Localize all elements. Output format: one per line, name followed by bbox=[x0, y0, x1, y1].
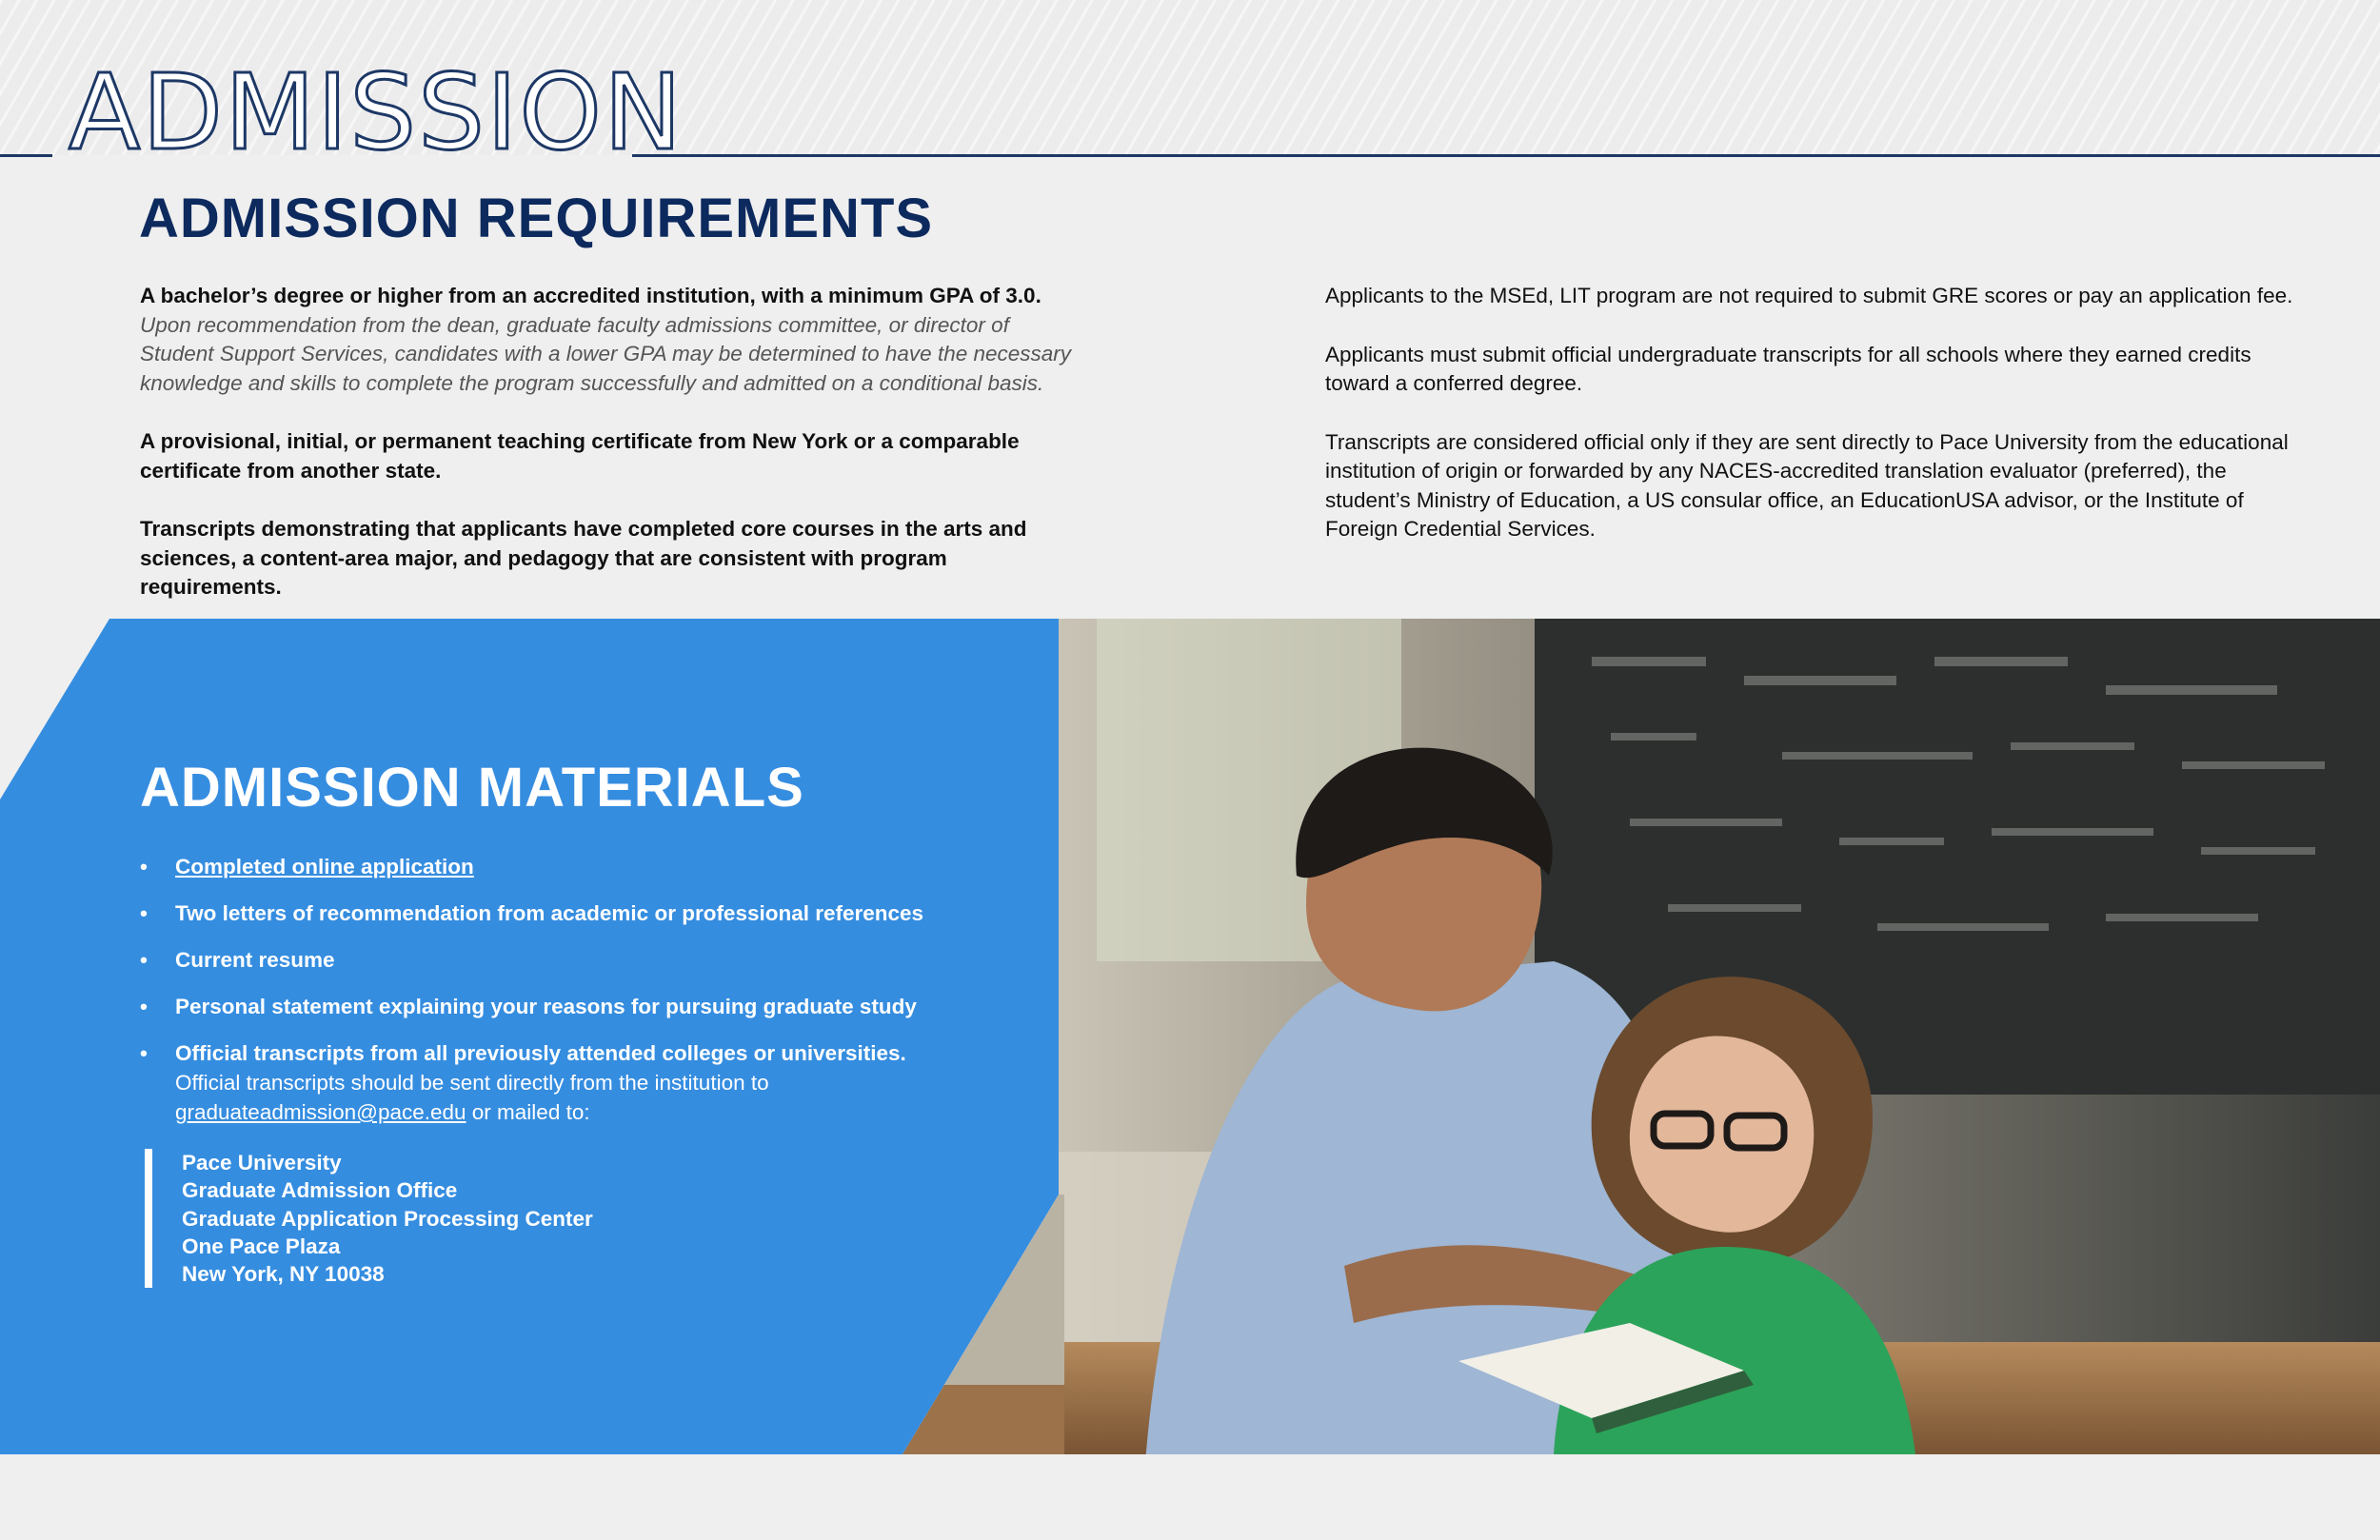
list-item bbox=[140, 1038, 997, 1127]
bullet: • bbox=[140, 995, 148, 1018]
material-official-transcripts: Official transcripts from all previously attended colleges or universities. bbox=[175, 1041, 906, 1065]
page-title: ADMISSION bbox=[69, 51, 684, 173]
bullet: • bbox=[140, 948, 148, 972]
bullet: • bbox=[140, 901, 148, 925]
material-resume: Current resume bbox=[175, 948, 335, 972]
list-item bbox=[140, 852, 997, 881]
list-item bbox=[140, 992, 997, 1021]
requirement-gpa bbox=[140, 282, 1078, 398]
materials-list bbox=[140, 852, 997, 1127]
material-personal-statement: Personal statement explaining your reasons for pursuing graduate study bbox=[175, 995, 917, 1018]
requirement-transcripts-text: Transcripts demonstrating that applicants have completed core courses in the arts and sciences, a content-area major, and pedagogy that are consistent with program requirements. bbox=[140, 517, 1027, 599]
address-line-street: One Pace Plaza bbox=[182, 1234, 341, 1258]
list-item bbox=[140, 898, 997, 928]
photo-illustration bbox=[1059, 619, 2380, 1454]
mailed-to-text: or mailed to: bbox=[466, 1100, 590, 1124]
header-rule-right bbox=[632, 154, 2380, 157]
requirement-certificate-text: A provisional, initial, or permanent teaching certificate from New York or a comparable certificate from another state. bbox=[140, 429, 1020, 483]
bullet: • bbox=[140, 1041, 148, 1065]
requirement-undergrad-transcripts: Applicants must submit official undergraduate transcripts for all schools where they earned credits toward a conferred degree. bbox=[1325, 342, 2251, 395]
header-rule-left bbox=[0, 154, 52, 157]
requirement-certificate bbox=[140, 427, 1078, 485]
requirement-gpa-note: Upon recommendation from the dean, graduate faculty admissions committee, or director of Student Support Services, candidates with a lower GPA may be determined to have the necessary knowledge and skills to complete the program successfully and admitted on a conditional basis. bbox=[140, 312, 1072, 395]
requirements-left-column bbox=[140, 282, 1078, 632]
material-recommendation-letters: Two letters of recommendation from academic or professional references bbox=[175, 901, 924, 925]
requirements-heading: ADMISSION REQUIREMENTS bbox=[139, 188, 934, 249]
transcript-note: Official transcripts should be sent directly from the institution to bbox=[175, 1071, 769, 1095]
requirement-gpa-bold: A bachelor’s degree or higher from an accredited institution, with a minimum GPA of 3.0. bbox=[140, 284, 1041, 307]
list-item bbox=[140, 945, 997, 975]
address-line-university: Pace University bbox=[182, 1151, 342, 1175]
requirement-gre: Applicants to the MSEd, LIT program are not required to submit GRE scores or pay an application fee. bbox=[1325, 284, 2293, 307]
materials-heading: ADMISSION MATERIALS bbox=[140, 757, 804, 819]
bullet: • bbox=[140, 855, 148, 879]
requirements-right-column bbox=[1325, 282, 2296, 574]
address-line-center: Graduate Application Processing Center bbox=[182, 1206, 593, 1231]
requirement-transcripts bbox=[140, 515, 1078, 602]
address-line-city: New York, NY 10038 bbox=[182, 1262, 385, 1287]
admission-email-link[interactable]: graduateadmission@pace.edu bbox=[175, 1100, 466, 1124]
mailing-address bbox=[145, 1149, 593, 1288]
teacher-student-photo bbox=[1059, 619, 2380, 1454]
address-line-office: Graduate Admission Office bbox=[182, 1178, 458, 1203]
requirement-official-transcripts: Transcripts are considered official only if they are sent directly to Pace University from the educational institution of origin or forwarded by any NACES-accredited translation evaluator (preferred), the student’s Ministry of Education, a US consular office, an EducationUSA advisor, or the Institute of Foreign Credential Services. bbox=[1325, 429, 2289, 541]
online-application-link[interactable]: Completed online application bbox=[175, 855, 474, 879]
